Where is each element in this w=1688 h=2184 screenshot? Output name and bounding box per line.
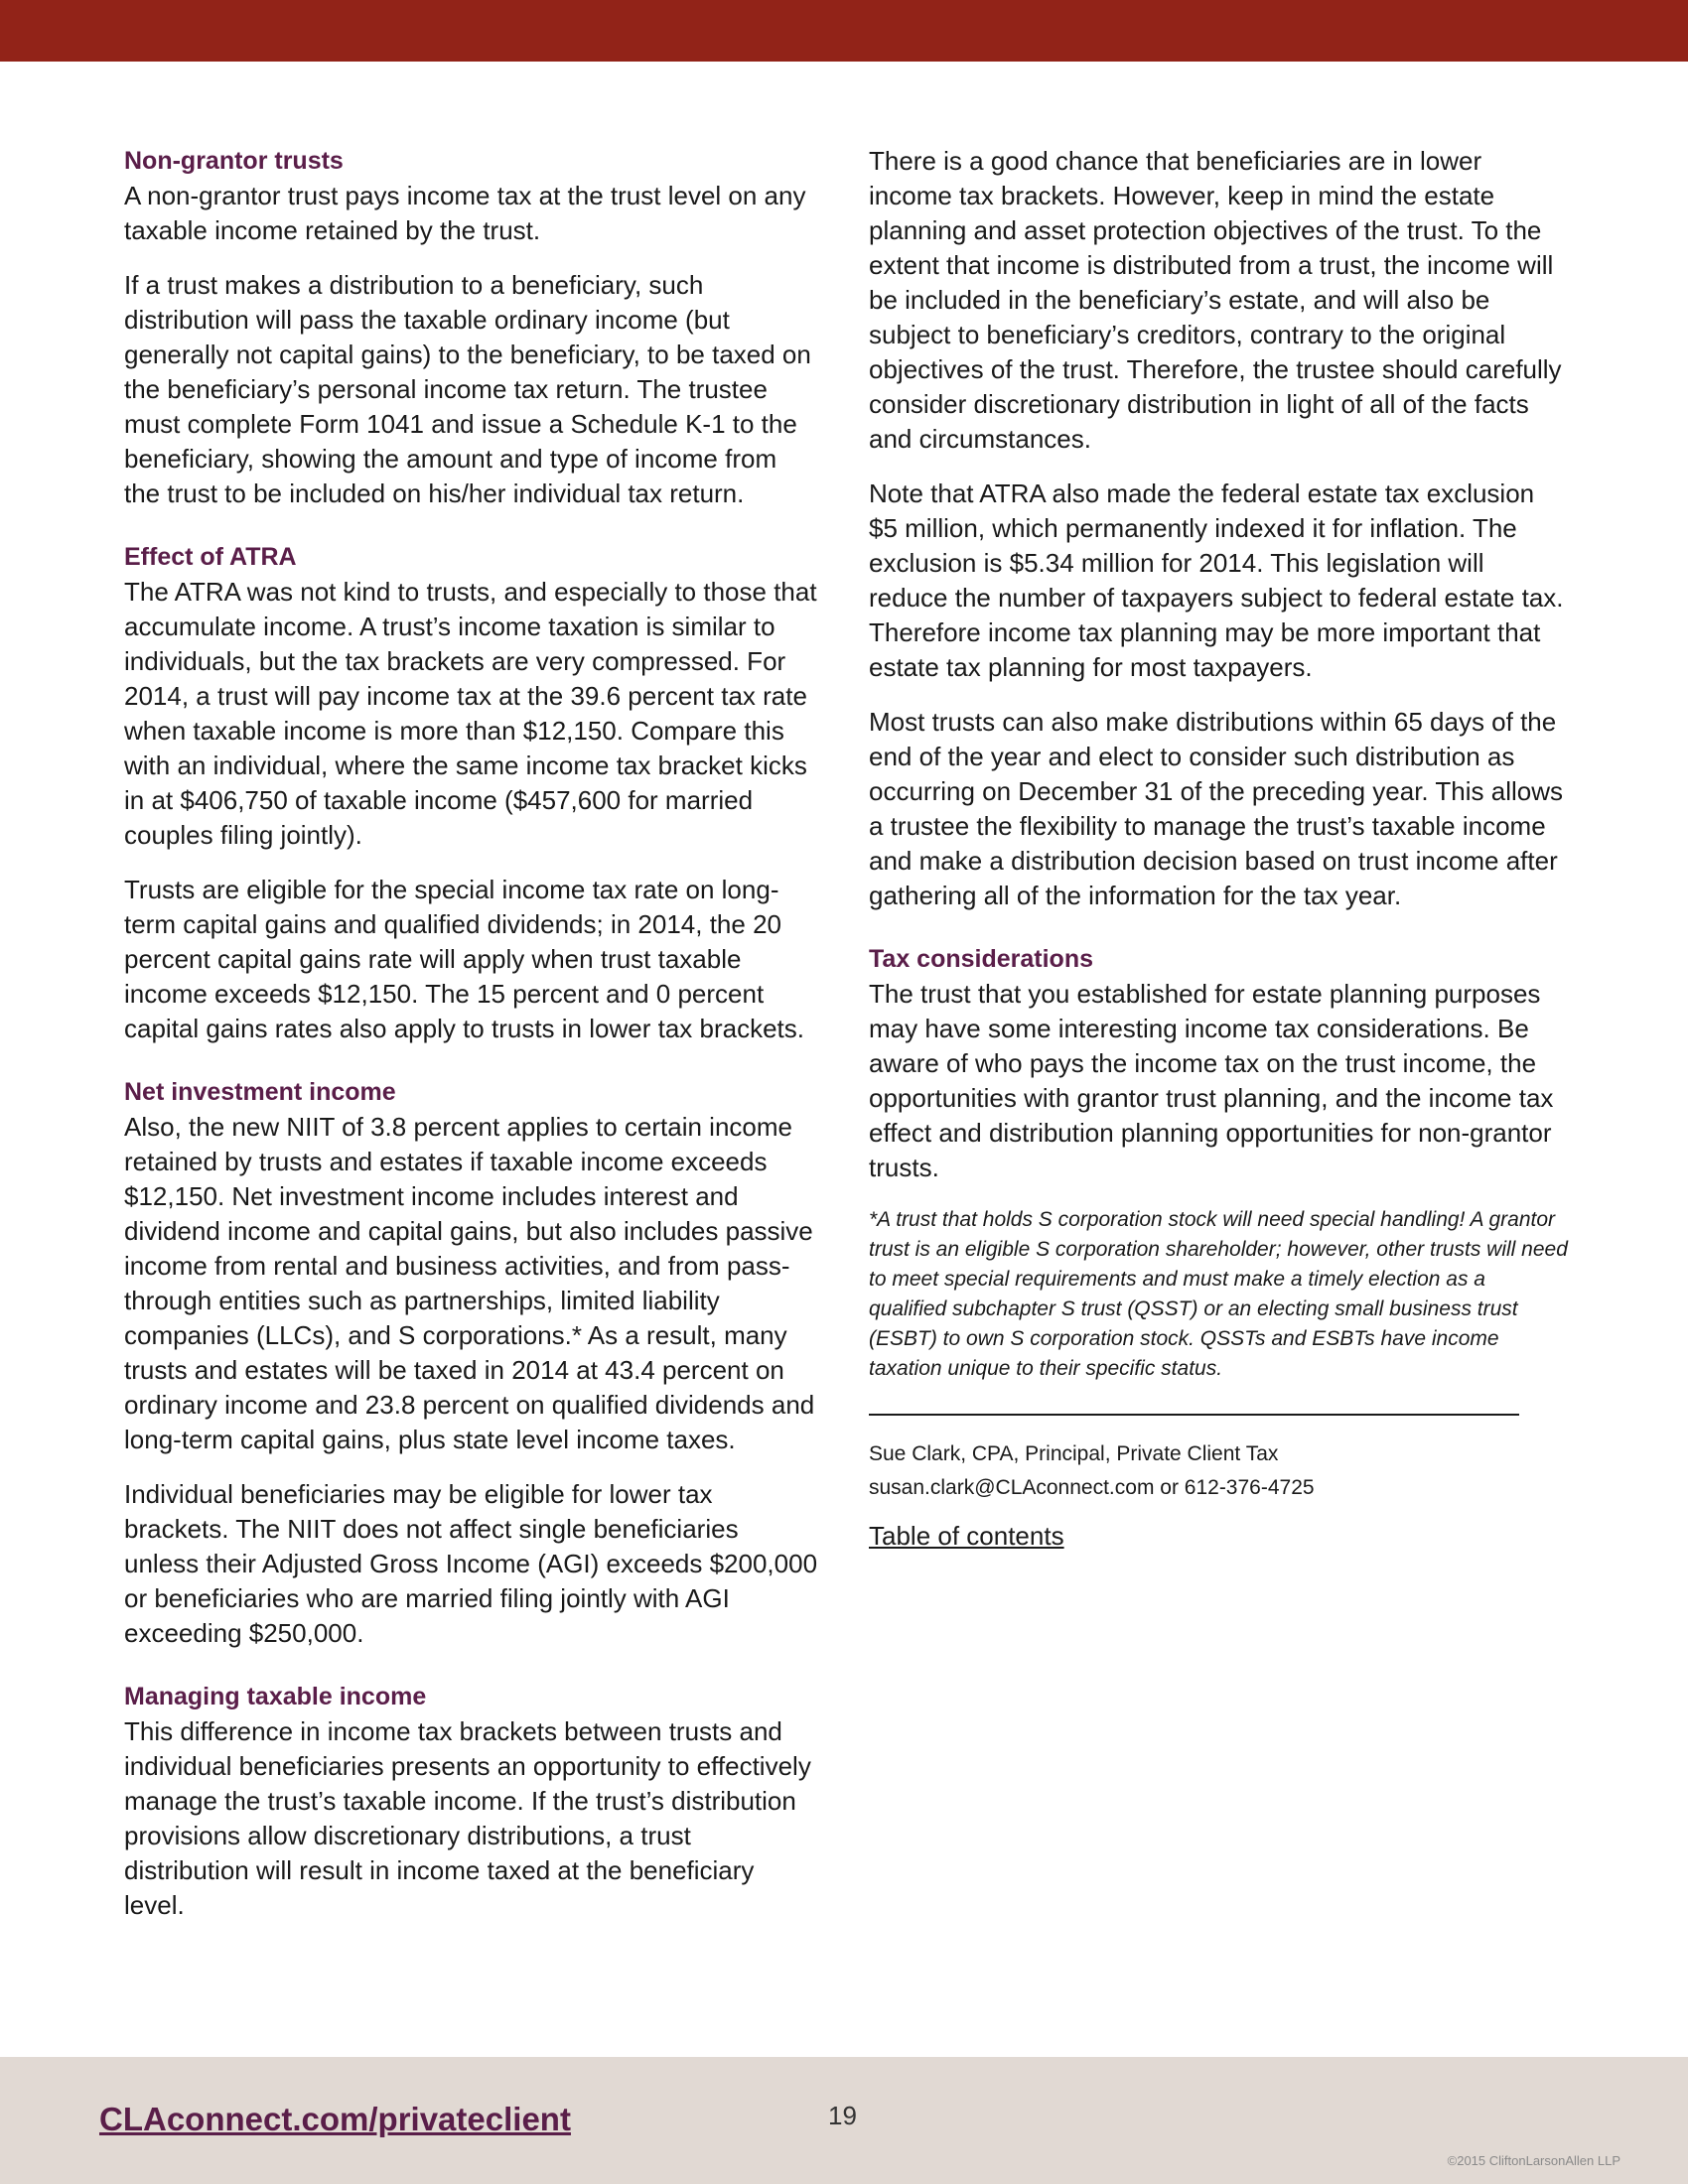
paragraph: The ATRA was not kind to trusts, and especially to those that accumulate income. A trust’s income taxation is similar to individuals, but the tax brackets are very compressed. For 2014, a trust will pay income tax at the 39.6 percent tax rate when taxable income is more than $12,150. Compare this with an individual, where the same income tax bracket kicks in at $406,750 of taxable income ($457,600 for married couples filing jointly). (124, 577, 817, 850)
heading-effect-of-atra: Effect of ATRA (124, 543, 297, 571)
footnote: *A trust that holds S corporation stock will need special handling! A grantor trust is an eligible S corporation shareholder; however, other trusts will need to meet special requirements and must make a timely election as a qualified subchapter S trust (QSST) or an electing small business trust (ESBT) to own S corporation stock. QSSTs and ESBTs have income taxation unique to their specific status. (869, 1208, 1568, 1380)
paragraph: Individual beneficiaries may be eligible for lower tax brackets. The NIIT does not affect single beneficiaries unless their Adjusted Gross Income (AGI) exceeds $200,000 or beneficiaries who are married filing jointly with AGI exceeding $250,000. (124, 1479, 818, 1648)
divider-rule (869, 1414, 1519, 1416)
right-column (869, 144, 1569, 1554)
heading-tax-considerations: Tax considerations (869, 945, 1093, 973)
paragraph: Also, the new NIIT of 3.8 percent applies to certain income retained by trusts and estates if taxable income exceeds $12,150. Net investment income includes interest and dividend income and capital gains, but also includes passive income from rental and business activities, and from pass-through entities such as partnerships, limited liability companies (LLCs), and S corporations.* As a result, many trusts and estates will be taxed in 2014 at 43.4 percent on ordinary income and 23.8 percent on qualified dividends and long-term capital gains, plus state level income taxes. (124, 1112, 815, 1454)
heading-net-investment-income: Net investment income (124, 1078, 396, 1106)
left-column (124, 144, 819, 1943)
heading-managing-taxable-income: Managing taxable income (124, 1683, 427, 1710)
contact-line: susan.clark@CLAconnect.com or 612-376-4725 (869, 1476, 1315, 1499)
top-color-bar (0, 0, 1688, 62)
website-link[interactable]: CLAconnect.com/privateclient (99, 2101, 571, 2137)
paragraph: Trusts are eligible for the special income tax rate on long-term capital gains and qualified dividends; in 2014, the 20 percent capital gains rate will apply when trust taxable income exceeds $12,150. The 15 percent and 0 percent capital gains rates also apply to trusts in lower tax brackets. (124, 875, 804, 1043)
author-line: Sue Clark, CPA, Principal, Private Client Tax (869, 1442, 1279, 1465)
copyright: ©2015 CliftonLarsonAllen LLP (1447, 2153, 1620, 2168)
paragraph: Note that ATRA also made the federal estate tax exclusion $5 million, which permanently indexed it for inflation. The exclusion is $5.34 million for 2014. This legislation will reduce the number of taxpayers subject to federal estate tax. Therefore income tax planning may be more important that estate tax planning for most taxpayers. (869, 478, 1564, 682)
paragraph: A non-grantor trust pays income tax at the trust level on any taxable income retained by the trust. (124, 181, 806, 245)
paragraph: Most trusts can also make distributions within 65 days of the end of the year and elect to consider such distribution as occurring on December 31 of the preceding year. This allows a trustee the flexibility to manage the trust’s taxable income and make a distribution decision based on trust income after gathering all of the information for the tax year. (869, 707, 1564, 910)
paragraph: There is a good chance that beneficiaries are in lower income tax brackets. However, keep in mind the estate planning and asset protection objectives of the trust. To the extent that income is distributed from a trust, the income will be included in the beneficiary’s estate, and will also be subject to beneficiary’s creditors, contrary to the original objectives of the trust. Therefore, the trustee should carefully consider discretionary distribution in light of all of the facts and circumstances. (869, 146, 1562, 454)
heading-non-grantor-trusts: Non-grantor trusts (124, 147, 344, 175)
paragraph: This difference in income tax brackets between trusts and individual beneficiaries presents an opportunity to effectively manage the trust’s taxable income. If the trust’s distribution provisions allow discretionary distributions, a trust distribution will result in income taxed at the beneficiary level. (124, 1716, 811, 1920)
paragraph: The trust that you established for estate planning purposes may have some interesting income tax considerations. Be aware of who pays the income tax on the trust income, the opportunities with grantor trust planning, and the income tax effect and distribution planning opportunities for non-grantor trusts. (869, 979, 1554, 1182)
footer (0, 2057, 1688, 2184)
page-number: 19 (828, 2101, 857, 2130)
paragraph: If a trust makes a distribution to a beneficiary, such distribution will pass the taxable ordinary income (but generally not capital gains) to the beneficiary, to be taxed on the beneficiary’s personal income tax return. The trustee must complete Form 1041 and issue a Schedule K-1 to the beneficiary, showing the amount and type of income from the trust to be included on his/her individual tax return. (124, 270, 811, 508)
table-of-contents-link[interactable]: Table of contents (869, 1521, 1064, 1551)
